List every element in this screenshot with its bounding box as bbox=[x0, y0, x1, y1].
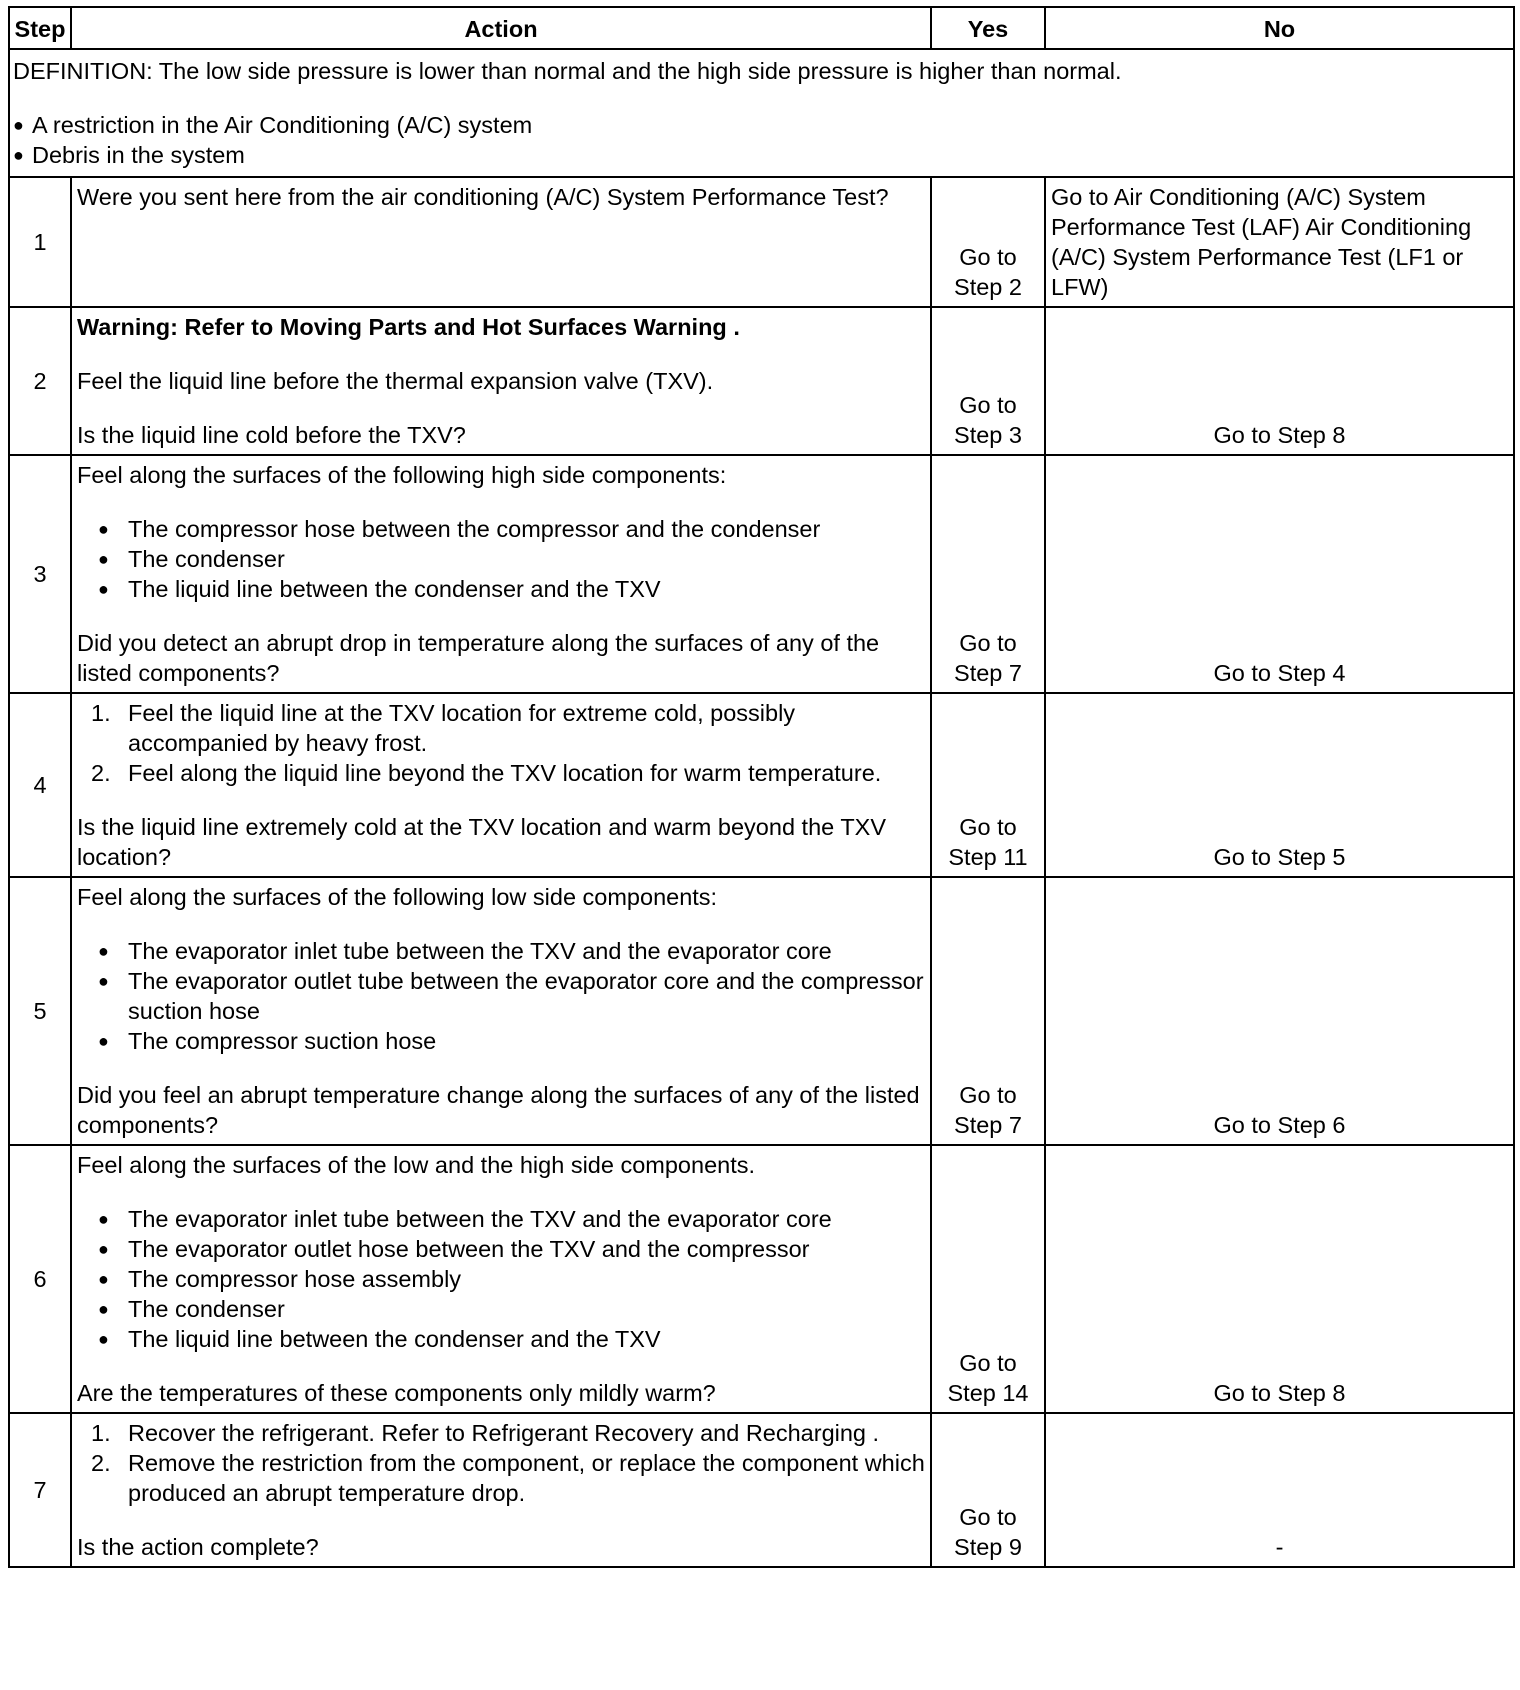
step-question: Are the temperatures of these components only mildly warm? bbox=[77, 1380, 716, 1406]
yes-link[interactable]: Go to Step 2 bbox=[931, 177, 1045, 307]
yes-link[interactable]: Go to Step 11 bbox=[931, 693, 1045, 877]
header-yes: Yes bbox=[931, 7, 1045, 49]
list-item: ● The compressor suction hose bbox=[77, 1026, 925, 1056]
no-link[interactable]: Go to Step 4 bbox=[1045, 455, 1514, 693]
list-item: ● The evaporator inlet tube between the TXV and the evaporator core bbox=[77, 936, 925, 966]
component-list bbox=[77, 936, 925, 1056]
step-intro: Feel along the surfaces of the following high side components: bbox=[77, 462, 727, 488]
no-link[interactable]: Go to Step 5 bbox=[1045, 693, 1514, 877]
step-number: 3 bbox=[9, 455, 71, 693]
no-link[interactable]: Go to Step 6 bbox=[1045, 877, 1514, 1145]
step-action bbox=[71, 1145, 931, 1413]
step-row-4 bbox=[9, 693, 1514, 877]
step-action bbox=[71, 877, 931, 1145]
list-item: ● The liquid line between the condenser and the TXV bbox=[77, 1324, 925, 1354]
yes-link[interactable]: Go to Step 7 bbox=[931, 455, 1045, 693]
list-item: ● The evaporator outlet tube between the evaporator core and the compressor suction hose bbox=[77, 966, 925, 1026]
yes-link[interactable]: Go to Step 9 bbox=[931, 1413, 1045, 1567]
list-item: 1. Feel the liquid line at the TXV location for extreme cold, possibly accompanied by heavy frost. bbox=[91, 700, 796, 756]
step-action bbox=[71, 693, 931, 877]
list-item: ● The evaporator inlet tube between the TXV and the evaporator core bbox=[77, 1204, 925, 1234]
step-number: 5 bbox=[9, 877, 71, 1145]
step-question: Is the liquid line extremely cold at the TXV location and warm beyond the TXV location? bbox=[77, 814, 887, 870]
step-question: Did you feel an abrupt temperature change along the surfaces of any of the listed components? bbox=[77, 1082, 920, 1138]
step-action bbox=[71, 455, 931, 693]
header-row bbox=[9, 7, 1514, 49]
step-number: 6 bbox=[9, 1145, 71, 1413]
numbered-list bbox=[77, 698, 925, 788]
component-list bbox=[77, 514, 925, 604]
list-item: ● The liquid line between the condenser and the TXV bbox=[77, 574, 925, 604]
diagnostic-table bbox=[8, 6, 1515, 1568]
list-item: 2. Feel along the liquid line beyond the TXV location for warm temperature. bbox=[91, 760, 882, 786]
definition-row bbox=[9, 49, 1514, 177]
step-action bbox=[71, 177, 931, 307]
step-row-1 bbox=[9, 177, 1514, 307]
step-row-6 bbox=[9, 1145, 1514, 1413]
list-item: ● The compressor hose between the compressor and the condenser bbox=[77, 514, 925, 544]
component-list bbox=[77, 1204, 925, 1354]
yes-link[interactable]: Go to Step 7 bbox=[931, 877, 1045, 1145]
cause-list bbox=[13, 110, 1511, 170]
list-item: 1. Recover the refrigerant. Refer to Refrigerant Recovery and Recharging . bbox=[91, 1420, 880, 1446]
step-row-7 bbox=[9, 1413, 1514, 1567]
list-item: ● The compressor hose assembly bbox=[77, 1264, 925, 1294]
step-number: 2 bbox=[9, 307, 71, 455]
step-intro: Feel along the surfaces of the following low side components: bbox=[77, 884, 718, 910]
cause-item: ● A restriction in the Air Conditioning (A/C) system bbox=[13, 110, 1511, 140]
step-row-2 bbox=[9, 307, 1514, 455]
definition-cell bbox=[9, 49, 1514, 177]
step-instruction: Feel the liquid line before the thermal expansion valve (TXV). bbox=[77, 368, 714, 394]
header-action: Action bbox=[71, 7, 931, 49]
list-item: ● The condenser bbox=[77, 544, 925, 574]
step-question: Did you detect an abrupt drop in temperature along the surfaces of any of the listed components? bbox=[77, 630, 880, 686]
step-question: Is the action complete? bbox=[77, 1534, 319, 1560]
header-no: No bbox=[1045, 7, 1514, 49]
list-item: ● The evaporator outlet hose between the TXV and the compressor bbox=[77, 1234, 925, 1264]
step-number: 1 bbox=[9, 177, 71, 307]
step-intro: Feel along the surfaces of the low and the high side components. bbox=[77, 1152, 756, 1178]
yes-link[interactable]: Go to Step 3 bbox=[931, 307, 1045, 455]
step-number: 4 bbox=[9, 693, 71, 877]
warning-text[interactable]: Warning: Refer to Moving Parts and Hot Surfaces Warning . bbox=[77, 314, 740, 340]
definition-text: DEFINITION: The low side pressure is lower than normal and the high side pressure is higher than normal. bbox=[13, 58, 1122, 84]
numbered-list bbox=[77, 1418, 925, 1508]
step-question: Were you sent here from the air conditioning (A/C) System Performance Test? bbox=[77, 184, 889, 210]
step-row-5 bbox=[9, 877, 1514, 1145]
no-link[interactable]: Go to Step 8 bbox=[1045, 307, 1514, 455]
no-link[interactable]: Go to Step 8 bbox=[1045, 1145, 1514, 1413]
step-action bbox=[71, 307, 931, 455]
step-action bbox=[71, 1413, 931, 1567]
cause-item: ● Debris in the system bbox=[13, 140, 1511, 170]
step-row-3 bbox=[9, 455, 1514, 693]
no-link[interactable]: Go to Air Conditioning (A/C) System Performance Test (LAF) Air Conditioning (A/C) System Performance Test (LF1 or LFW) bbox=[1045, 177, 1514, 307]
yes-link[interactable]: Go to Step 14 bbox=[931, 1145, 1045, 1413]
diagnostic-table-container bbox=[8, 6, 1513, 1568]
step-question: Is the liquid line cold before the TXV? bbox=[77, 422, 466, 448]
header-step: Step bbox=[9, 7, 71, 49]
step-number: 7 bbox=[9, 1413, 71, 1567]
list-item: 2. Remove the restriction from the component, or replace the component which produced an abrupt temperature drop. bbox=[91, 1450, 925, 1506]
list-item: ● The condenser bbox=[77, 1294, 925, 1324]
no-value: - bbox=[1045, 1413, 1514, 1567]
